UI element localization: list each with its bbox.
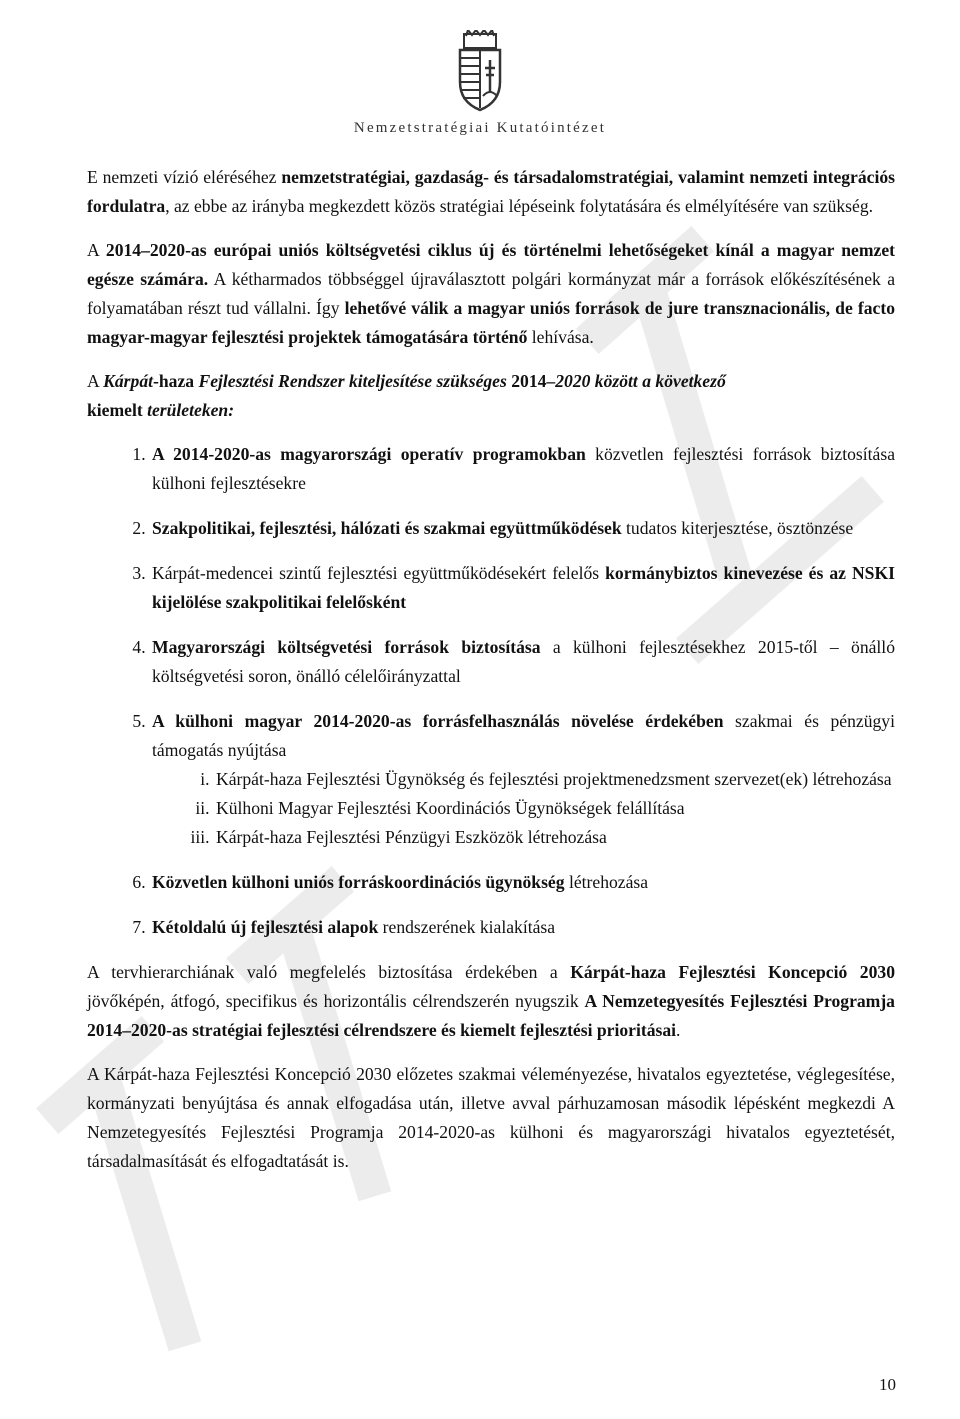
page-number: 10 [879, 1375, 896, 1394]
list-item: 6. Közvetlen külhoni uniós forráskoordinációs ügynökség létrehozása [132, 872, 649, 892]
sub-list-item: iii. Kárpát-haza Fejlesztési Pénzügyi Eszközök létrehozása [190, 827, 607, 847]
priority-list [87, 440, 895, 942]
list-item: 3. Kárpát-medencei szintű fejlesztési együttműködésekért felelős kormánybiztos kinevezése és az NSKI kijelölése szakpolitikai felelősként [132, 563, 895, 612]
paragraph-vision: E nemzeti vízió eléréséhez nemzetstratégiai, gazdaság- és társadalomstratégiai, valamint nemzeti integrációs fordulatra, az ebbe az irányba megkezdett közös stratégiai lépéseink folytatására és elmélyítésére van szükség. [87, 167, 896, 216]
paragraph-plan-hierarchy: A tervhierarchiának való megfelelés biztosítása érdekében a Kárpát-haza Fejlesztési Koncepció 2030 jövőképén, átfogó, specifikus és horizontális célrendszerén nyugszik A Nemzetegyesítés Fejlesztési Programja 2014–2020-as stratégiai fejlesztési célrendszere és kiemelt fejlesztési prioritásai. [87, 962, 895, 1040]
hungarian-coat-of-arms-icon [454, 30, 506, 112]
list-item: 1. A 2014-2020-as magyarországi operatív programokban közvetlen fejlesztési források biztosítása külhoni fejlesztésekre [132, 444, 896, 493]
sub-list-item: ii. Külhoni Magyar Fejlesztési Koordinációs Ügynökségek felállítása [195, 798, 685, 818]
list-item: 7. Kétoldalú új fejlesztési alapok rendszerének kialakítása [132, 917, 556, 937]
document-body [87, 163, 895, 1191]
institute-name: Nemzetstratégiai Kutatóintézet [353, 120, 607, 136]
sub-list [152, 765, 895, 852]
paragraph-next-steps: A Kárpát-haza Fejlesztési Koncepció 2030 előzetes szakmai véleményezése, hivatalos egyeztetése, véglegesítése, kormányzati benyújtása és annak elfogadása után, illetve avval párhuzamosan második lépésként megkezdi A Nemzetegyesítés Fejlesztési Programja 2014-2020-as külhoni és magyarországi hivatalos egyeztetését, társadalmasítását és elfogadtatását is. [87, 1064, 895, 1171]
sub-list-item: i. Kárpát-haza Fejlesztési Ügynökség és fejlesztési projektmenedzsment szervezet(ek) létrehozása [200, 769, 892, 789]
list-item: 4. Magyarországi költségvetési források biztosítása a külhoni fejlesztésekhez 2015-től – önálló költségvetési soron, önálló célelőirányzattal [132, 637, 895, 686]
list-item: 2. Szakpolitikai, fejlesztési, hálózati és szakmai együttműködések tudatos kiterjesztése, ösztönzése [132, 518, 854, 538]
list-item: 5. A külhoni magyar 2014-2020-as forrásfelhasználás növelése érdekében szakmai és pénzügyi támogatás nyújtása i. Kárpát-haza Fejlesztési Ügynökség és fejlesztési projektmenedzsment szervezet(ek) létrehozása ii. Külhoni Magyar Fejlesztési Koordinációs Ügynökségek felállítása iii. Kárpát-haza Fejlesztési Pénzügyi Eszközök létrehozása [87, 707, 895, 852]
letterhead [0, 30, 960, 137]
paragraph-eu-budget: A 2014–2020-as európai uniós költségvetési ciklus új és történelmi lehetőségeket kínál a magyar nemzet egésze számára. A kétharmados többséggel újraválasztott polgári kormányzat már a források előkészítésének a folyamatában részt tud vállalni. Így lehetővé válik a magyar uniós források de jure transznacionális, de facto magyar-magyar fejlesztési projektek támogatására történő lehívása. [87, 240, 895, 347]
paragraph-areas-intro: A Kárpát-haza Fejlesztési Rendszer kiteljesítése szükséges 2014–2020 között a következő kiemelt területeken: [87, 371, 726, 420]
